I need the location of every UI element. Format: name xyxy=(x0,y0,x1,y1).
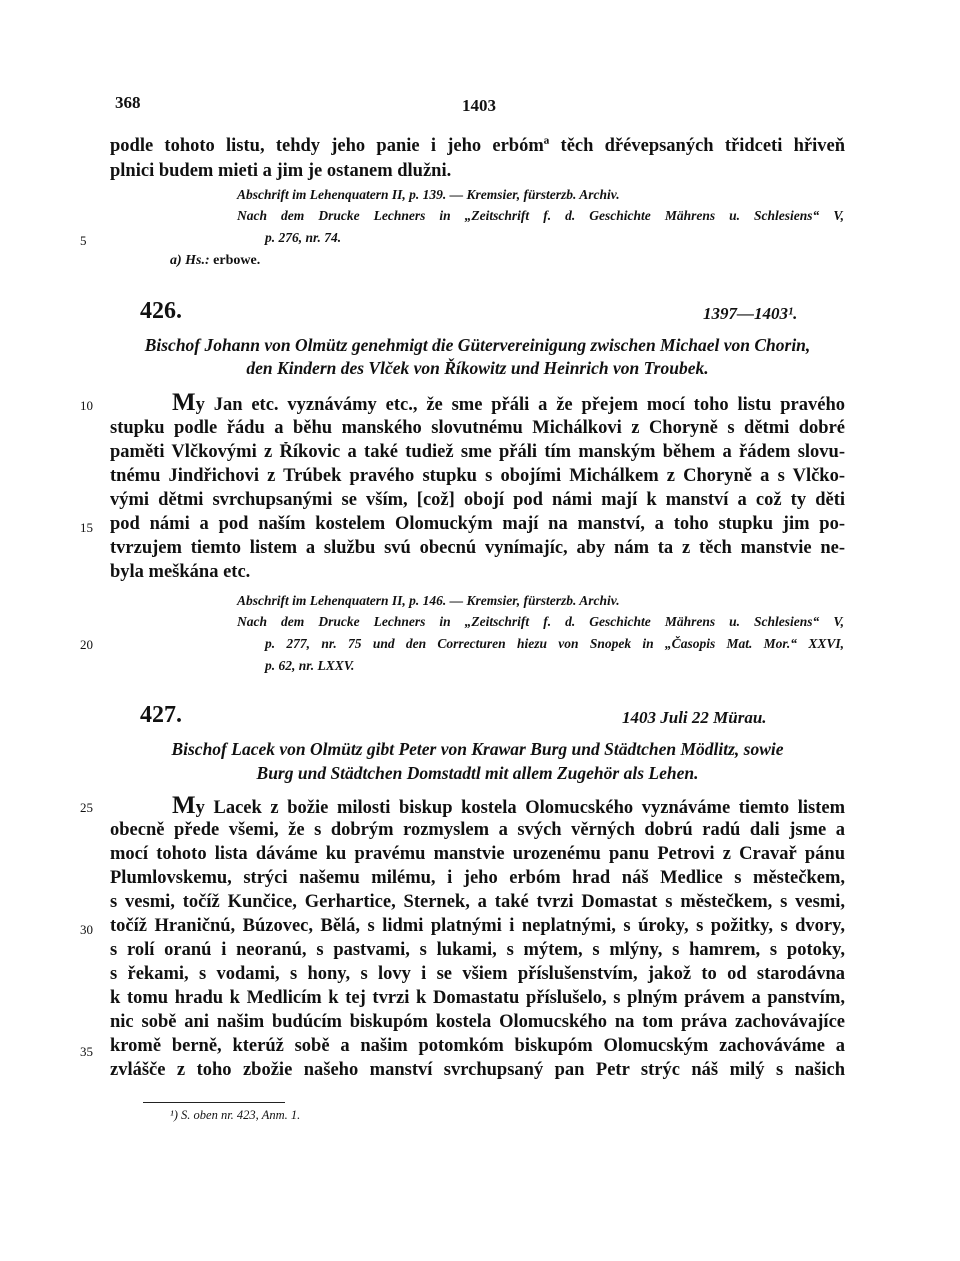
doc-427-line: točíž Hraničnú, Búzovec, Bělá, s lidmi platnými i neplatnými, s úroky, s požitky, s dvory, xyxy=(110,916,845,936)
line-number: 35 xyxy=(80,1044,93,1059)
footnote-rule xyxy=(143,1102,285,1103)
line-number: 25 xyxy=(80,800,93,815)
intro-source: Nach dem Drucke Lechners in „Zeitschrift f. d. Geschichte Mährens u. Schlesiens“ V, xyxy=(237,208,844,223)
doc-426-line: byla meškána etc. xyxy=(110,562,251,582)
doc-427-regest: Burg und Städtchen Domstadtl mit allem Zugehör als Lehen. xyxy=(256,763,699,783)
line-number: 15 xyxy=(80,520,93,535)
footnote: ¹) S. oben nr. 423, Anm. 1. xyxy=(170,1108,301,1122)
doc-426-source: Nach dem Drucke Lechners in „Zeitschrift f. d. Geschichte Mährens u. Schlesiens“ V, xyxy=(237,614,844,629)
doc-426-line: tvrzujem tiemto listem a službu svú obecnú vynímajíc, aby nám ta z těch manstvie ne- xyxy=(110,538,845,558)
doc-427-line-text: y Lacek z božie milosti biskup kostela Olomucského vyznáváme tiemto listem xyxy=(195,798,845,818)
doc-426-regest: Bischof Johann von Olmütz genehmigt die Gütervereinigung zwischen Michael von Chorin, xyxy=(144,335,811,355)
initial-letter: M xyxy=(172,389,196,415)
doc-426-source: Abschrift im Lehenquatern II, p. 146. — Kremsier, fürsterzb. Archiv. xyxy=(237,593,620,608)
doc-426-line-text: y Jan etc. vyznávámy etc., že sme přáli a že přejem mocí toho listu pravého xyxy=(195,395,845,415)
page-number: 368 xyxy=(115,93,141,112)
doc-426-source: p. 277, nr. 75 und den Correcturen hiezu von Snopek in „Časopis Mat. Mor.“ XXVI, xyxy=(265,636,844,651)
doc-427-line: nic sobě ani našim budúcím biskupóm kostela Olomucského na tom práva zachovávajíce xyxy=(110,1012,845,1032)
line-number: 10 xyxy=(80,398,93,413)
doc-427-line: mocí tohoto lista dáváme ku pravému manstvie urozenému panu Petrovi z Cravař pánu xyxy=(110,844,845,864)
doc-427-first-line xyxy=(172,792,845,818)
doc-427-line: zvlášče z toho zbožie našeho manství svrchupsaný pan Petr strýc náš milý s našich xyxy=(110,1060,845,1080)
initial-letter: M xyxy=(172,792,196,818)
doc-427-line: kromě berně, kterúž sobě a našim potomkóm biskupóm Olomucským zachováváme a xyxy=(110,1036,845,1056)
running-year: 1403 xyxy=(462,96,496,115)
line-number: 20 xyxy=(80,637,93,652)
intro-source: Abschrift im Lehenquatern II, p. 139. — Kremsier, fürsterzb. Archiv. xyxy=(237,187,620,202)
footnote-text: erbowe. xyxy=(213,253,261,268)
doc-426-line: paměti Vlčkovými z Říkovic a také tudiež sme přáli tím manským během a řádem slovu- xyxy=(110,442,845,462)
doc-427-date: 1403 Juli 22 Mürau. xyxy=(622,708,767,727)
intro-line: podle tohoto listu, tehdy jeho panie i jeho erbómª těch dřévepsaných třidceti hřiveň xyxy=(110,136,845,156)
doc-427-line: s řekami, s vodami, s hony, s lovy i se všiem příslušenstvím, jakož to od starodávna xyxy=(110,964,845,984)
line-number: 5 xyxy=(80,233,87,248)
doc-427-line: s vesmi, točíž Kunčice, Gerhartice, Sternek, a také tvrzi Domastat s městečkem, s vesmi, xyxy=(110,892,845,912)
doc-426-line: stupku podle řádu a běhu manského slovutnému Michálkovi z Choryně s dětmi dobré xyxy=(110,418,845,438)
doc-426-number: 426. xyxy=(140,298,182,324)
doc-426-first-line xyxy=(172,389,845,415)
doc-427-line: s rolí oranú i neoranú, s pastvami, s lukami, s mýtem, s mlýny, s hamrem, s potoky, xyxy=(110,940,845,960)
doc-427-line: k tomu hradu k Medlicím k tej tvrzi k Domastatu příslušelo, s plným právem a panstvím, xyxy=(110,988,845,1008)
doc-426-regest: den Kindern des Vlček von Říkowitz und Heinrich von Troubek. xyxy=(246,358,709,378)
doc-427-line: obecně přede všemi, že s dobrým rozmyslem a svých věrných dobrú radú dali jsme a xyxy=(110,820,845,840)
doc-427-number: 427. xyxy=(140,702,182,728)
intro-source: p. 276, nr. 74. xyxy=(265,230,342,245)
line-number: 30 xyxy=(80,922,93,937)
doc-426-line: pod námi a pod naším kostelem Olomuckým mají na manství, a toho stupku jim po- xyxy=(110,514,845,534)
doc-426-line: vými dětmi svrchupsanými se vším, [což] obojí pod námi mají k manství a což ty děti xyxy=(110,490,845,510)
doc-426-source: p. 62, nr. LXXV. xyxy=(265,658,355,673)
doc-427-line: Plumlovskemu, strýci našemu milému, i jeho erbóm hrad náš Medlice s městečkem, xyxy=(110,868,845,888)
intro-line: plnici budem mieti a jim je ostanem dlužni. xyxy=(110,161,452,181)
doc-427-regest: Bischof Lacek von Olmütz gibt Peter von Krawar Burg und Städtchen Mödlitz, sowie xyxy=(171,739,784,759)
doc-426-date: 1397—1403¹. xyxy=(703,304,798,323)
footnote-label: a) Hs.: xyxy=(170,253,210,268)
intro-footnote xyxy=(170,253,260,269)
doc-426-line: tnému Jindřichovi z Trúbek pravého stupku s obojími Michálkem z Choryně a s Vlčko- xyxy=(110,466,845,486)
